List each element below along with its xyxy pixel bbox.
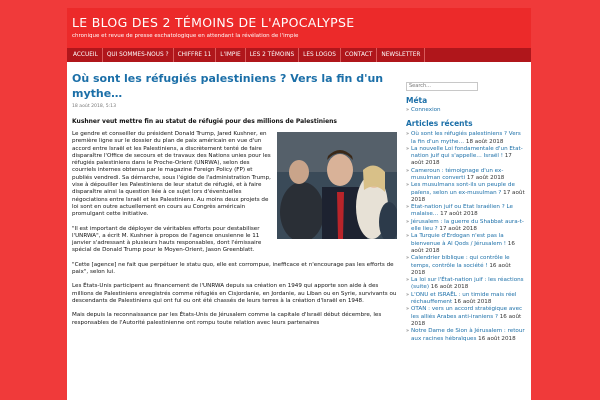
nav-item-contact[interactable]: CONTACT — [341, 48, 378, 62]
post-date: 18 août 2018, 5:13 — [72, 104, 117, 109]
post-photo — [277, 132, 397, 239]
recent-posts-title: Articles récents — [406, 119, 473, 129]
recent-post-item — [406, 219, 526, 234]
recent-post-link[interactable]: Jérusalem : la guerre du Shabbat aura-t-elle lieu ? — [411, 218, 524, 233]
recent-post-link[interactable]: Cameroun : témoignage d'un ex-musulman converti — [411, 167, 504, 181]
recent-post-link[interactable]: L'ONU et ISRAËL : un timide mais réel réchauffement — [411, 291, 517, 306]
recent-post-item — [406, 277, 526, 292]
page-wrapper — [67, 8, 531, 400]
recent-post-date: 17 août 2018 — [411, 189, 525, 203]
sidebar — [406, 72, 526, 343]
meta-list — [406, 107, 526, 114]
recent-post-date: 17 août 2018 — [440, 211, 478, 218]
search-input[interactable] — [406, 82, 478, 91]
recent-post-item — [406, 233, 526, 255]
recent-post-item — [406, 182, 526, 204]
nav-item-newsletter[interactable]: NEWSLETTER — [377, 48, 425, 62]
recent-post-date: 17 août 2018 — [439, 226, 477, 233]
site-header — [67, 8, 531, 48]
recent-post-date: 17 août 2018 — [411, 153, 512, 167]
recent-post-date: 16 août 2018 — [453, 299, 492, 306]
post-lead: Kushner veut mettre fin au statut de réfugié pour des millions de Palestiniens — [72, 118, 337, 125]
site-description: chronique et revue de presse eschatologique en attendant la révélation de l'impie — [72, 33, 299, 39]
recent-post-item — [406, 328, 526, 343]
post-paragraph: Le gendre et conseiller du président Donald Trump, Jared Kushner, en première ligne sur le dossier du plan de paix américain en vue d'un accord entre Israël et les Palestiniens, a discrètement tenté de faire disparaître l'Office de secours et de travaux des Nations unies pour les réfugiés palestiniens dans le Proche-Orient (UNRWA), selon des courriels internes obtenus par le magazine Foreign Policy (FP) et publiés vendredi. Sa démarche, sous l'égide de l'administration Trump, vise à dépouiller les Palestiniens de leur statut de réfugié, et à faire disparaître ainsi la question liée à ce sujet lors d'éventuelles négociations entre Israël et les Palestiniens. Au moins deux projets de loi sont en outre actuellement en cours au Congrès américain promulgant cette initiative. — [72, 131, 271, 218]
recent-post-date: 16 août 2018 — [430, 284, 469, 291]
post-title[interactable]: Où sont les réfugiés palestiniens ? Vers la fin d'un mythe… — [72, 72, 384, 100]
recent-post-item — [406, 131, 526, 146]
main-nav — [67, 48, 531, 62]
post-paragraph: "Il est important de déployer de véritables efforts pour destabiliser l'UNRWA", a écrit M. Kushner à propos de l'agence onusienne le 11 janvier s'adressant à plusieurs hauts responsables, dont l'émissaire spécial de Donald Trump pour le Moyen-Orient, Jason Greenblatt. — [72, 225, 262, 254]
main-content — [72, 72, 397, 334]
recent-post-date: 18 août 2018 — [465, 138, 504, 145]
nav-item-2-temoins[interactable]: LES 2 TÉMOINS — [246, 48, 299, 62]
recent-post-link[interactable]: Etat-nation juif ou Etat Israélien ? Le malaise… — [411, 204, 513, 218]
nav-item-qui-sommes-nous[interactable]: QUI SOMMES-NOUS ? — [103, 48, 174, 62]
post-paragraph: Mais depuis la reconnaissance par les États-Unis de Jérusalem comme la capitale d'Israël début décembre, les responsables de l'Autorité palestinienne ont rompu toute relation avec leurs partenaires — [72, 312, 382, 326]
recent-post-link[interactable]: OTAN : vers un accord stratégique avec les alliés Arabes anti-iraniens ? — [411, 306, 523, 320]
nav-item-accueil[interactable]: ACCUEIL — [69, 48, 103, 62]
recent-post-item — [406, 306, 526, 328]
recent-post-date: 16 août 2018 — [411, 240, 515, 254]
post-paragraph: Les États-Unis participent au financement de l'UNRWA depuis sa création en 1949 qui apporte son aide à des millions de Palestiniens enregistrés comme réfugiés en Cisjordanie, en Jordanie, au Liban ou en Syrie, survivants ou descendants de Palestiniens qui ont fui ou ont été chassés de leurs terres à la création d'Israël en 1948. — [72, 283, 397, 304]
recent-posts-list — [406, 131, 526, 343]
recent-post-item — [406, 146, 526, 168]
recent-post-link[interactable]: Notre Dame de Sion à Jérusalem : retour aux racines hébraïques — [411, 328, 525, 342]
recent-post-item — [406, 255, 526, 277]
nav-item-impie[interactable]: L'IMPIE — [216, 48, 245, 62]
site-title[interactable]: LE BLOG DES 2 TÉMOINS DE L'APOCALYPSE — [72, 15, 355, 30]
meta-link-connexion[interactable]: » Connexion — [406, 107, 526, 114]
nav-item-chiffre-11[interactable]: CHIFFRE 11 — [174, 48, 217, 62]
recent-post-item — [406, 168, 526, 183]
recent-post-link[interactable]: Les musulmans sont-ils un peuple de païens, selon un ex-musulman ? — [411, 182, 515, 196]
recent-post-date: 16 août 2018 — [478, 335, 516, 342]
recent-post-link[interactable]: Calendrier biblique : qui contrôle le temps, contrôle la société ! — [411, 255, 510, 269]
recent-post-link[interactable]: La Turquie d'Erdogan n'est pas la bienvenue à Al Qods / Jérusalem ! — [411, 233, 506, 247]
recent-post-date: 17 août 2018 — [466, 174, 505, 181]
recent-post-item — [406, 292, 526, 307]
recent-post-date: 16 août 2018 — [411, 313, 522, 327]
recent-post-link[interactable]: La loi sur l'État-nation juif : les réactions (suite) — [411, 277, 524, 291]
recent-post-link[interactable]: Où sont les réfugiés palestiniens ? Vers la fin d'un mythe… — [411, 131, 521, 145]
meta-widget-title: Méta — [406, 96, 428, 105]
recent-post-item — [406, 204, 526, 219]
recent-post-date: 16 août 2018 — [411, 262, 511, 276]
nav-item-logos[interactable]: LES LOGOS — [299, 48, 341, 62]
recent-post-link[interactable]: La nouvelle Loi fondamentale d'un Etat-nation juif qui s'appelle… Israël ! — [411, 145, 523, 160]
post-body — [72, 131, 397, 327]
post-paragraph: "Cette [agence] ne fait que perpétuer le statu quo, elle est corrompue, inefficace et n'encourage pas les efforts de paix", selon lui. — [72, 261, 394, 276]
